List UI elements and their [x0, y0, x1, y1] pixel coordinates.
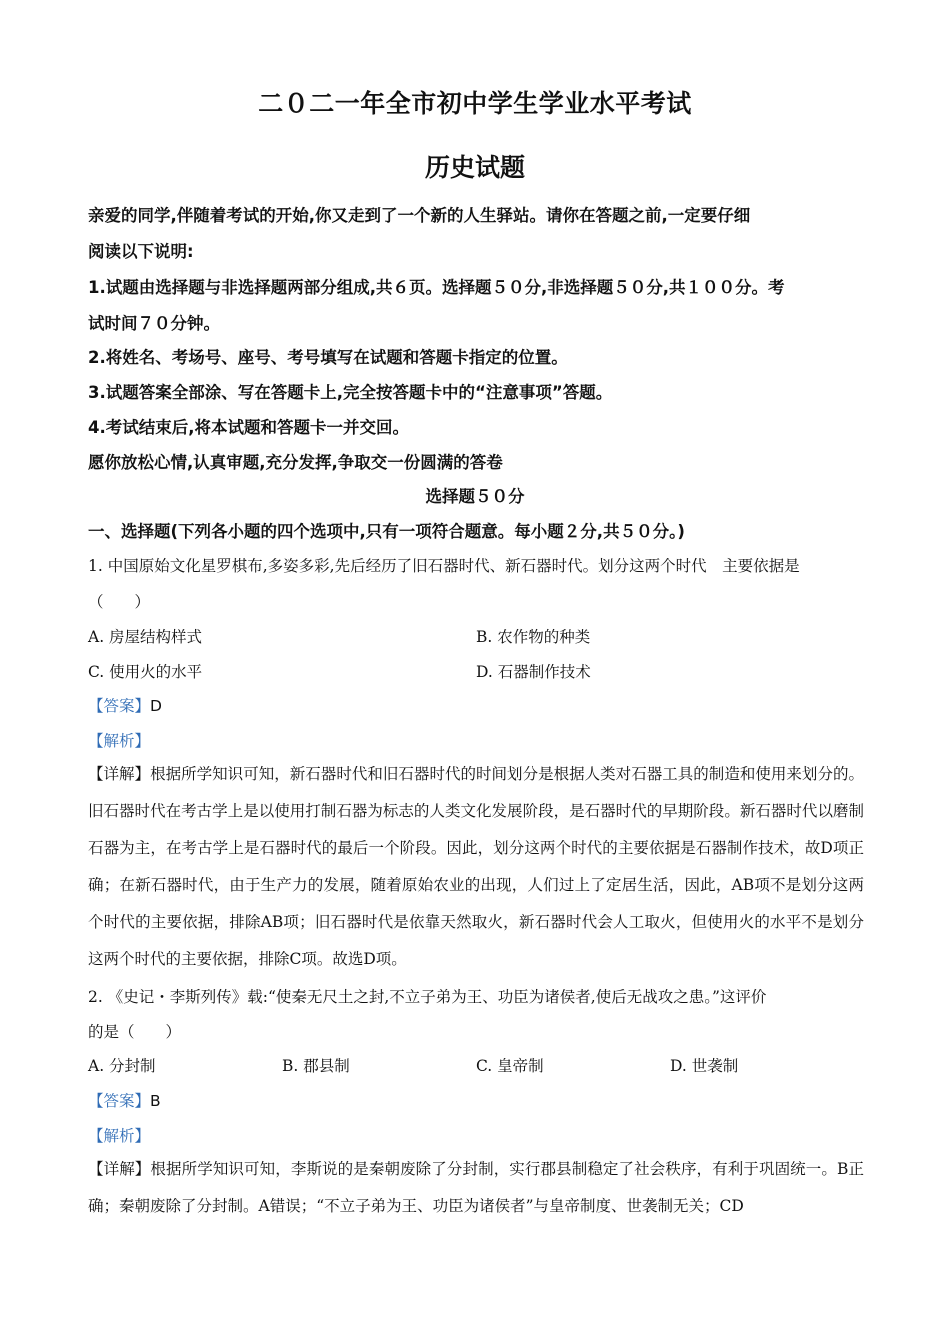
question-1-stem-line1: 1. 中国原始文化星罗棋布,多姿多彩,先后经历了旧石器时代、新石器时代。划分这两个时代 主要依据是 — [88, 557, 800, 575]
question-2-analysis-tag: 【解析】 — [88, 1127, 151, 1145]
question-1-detail: 【详解】根据所学知识可知，新石器时代和旧石器时代的时间划分是根据人类对石器工具的制造和使用来划分的。旧石器时代在考古学上是以使用打制石器为标志的人类文化发展阶段，是石器时代的早期阶段。新石器时代以磨制石器为主，在考古学上是石器时代的最后一个阶段。因此，划分这两个时代的主要依据是石器制作技术，故D项正确；在新石器时代，由于生产力的发展，随着原始农业的出现，人们过上了定居生活，因此，AB项不是划分这两个时代的主要依据，排除AB项；旧石器时代是依靠天然取火，新石器时代会人工取火，但使用火的水平不是划分这两个时代的主要依据，排除C项。故选D项。 — [88, 765, 864, 968]
question-1-answer — [88, 694, 162, 718]
question-1-option-a: A. 房屋结构样式 — [88, 628, 203, 646]
section-heading: 选择题５０分 — [425, 487, 525, 506]
question-1-option-c: C. 使用火的水平 — [88, 663, 203, 681]
question-2-answer — [88, 1089, 161, 1113]
question-2-detail: 【详解】根据所学知识可知，李斯说的是秦朝废除了分封制，实行郡县制稳定了社会秩序，有利于巩固统一。B正确；秦朝废除了分封制。A错误；“不立子弟为王、功臣为诸侯者”与皇帝制度、世袭制无关；CD — [88, 1160, 864, 1215]
exam-title: 二０二一年全市初中学生学业水平考试 — [258, 89, 692, 118]
exam-subject-title: 历史试题 — [424, 153, 525, 182]
question-2-option-c: C. 皇帝制 — [476, 1057, 544, 1075]
question-2-stem-line2: 的是（ ） — [88, 1023, 182, 1041]
section-instruction: 一、选择题(下列各小题的四个选项中,只有一项符合题意。每小题２分,共５０分。) — [88, 522, 685, 541]
question-1-analysis-tag: 【解析】 — [88, 732, 151, 750]
intro-note1-line1: 1.试题由选择题与非选择题两部分组成,共６页。选择题５０分,非选择题５０分,共１００分。考 — [88, 278, 785, 297]
question-2-option-b: B. 郡县制 — [282, 1057, 350, 1075]
intro-note1-line2: 试时间７０分钟。 — [88, 314, 220, 333]
answer-value: D — [150, 697, 162, 715]
intro-note2: 2.将姓名、考场号、座号、考号填写在试题和答题卡指定的位置。 — [88, 348, 568, 367]
intro-note4: 4.考试结束后,将本试题和答题卡一并交回。 — [88, 418, 410, 437]
intro-greeting-line2: 阅读以下说明: — [88, 242, 194, 261]
question-2-option-a: A. 分封制 — [88, 1057, 156, 1075]
answer-tag: 【答案】 — [88, 1092, 151, 1110]
question-2-stem-line1: 2. 《史记・李斯列传》载:“使秦无尺土之封,不立子弟为王、功臣为诸侯者,使后无战攻之患。”这评价 — [88, 988, 767, 1006]
answer-value: B — [150, 1092, 161, 1110]
intro-wish: 愿你放松心情,认真审题,充分发挥,争取交一份圆满的答卷 — [88, 453, 503, 472]
question-1-option-b: B. 农作物的种类 — [476, 628, 591, 646]
intro-note3: 3.试题答案全部涂、写在答题卡上,完全按答题卡中的“注意事项”答题。 — [88, 383, 613, 402]
question-2-option-d: D. 世袭制 — [670, 1057, 739, 1075]
question-1-stem-line2: （ ） — [88, 593, 151, 611]
answer-tag: 【答案】 — [88, 697, 151, 715]
question-1-option-d: D. 石器制作技术 — [476, 663, 591, 681]
intro-greeting-line1: 亲爱的同学,伴随着考试的开始,你又走到了一个新的人生驿站。请你在答题之前,一定要仔细 — [88, 206, 751, 225]
